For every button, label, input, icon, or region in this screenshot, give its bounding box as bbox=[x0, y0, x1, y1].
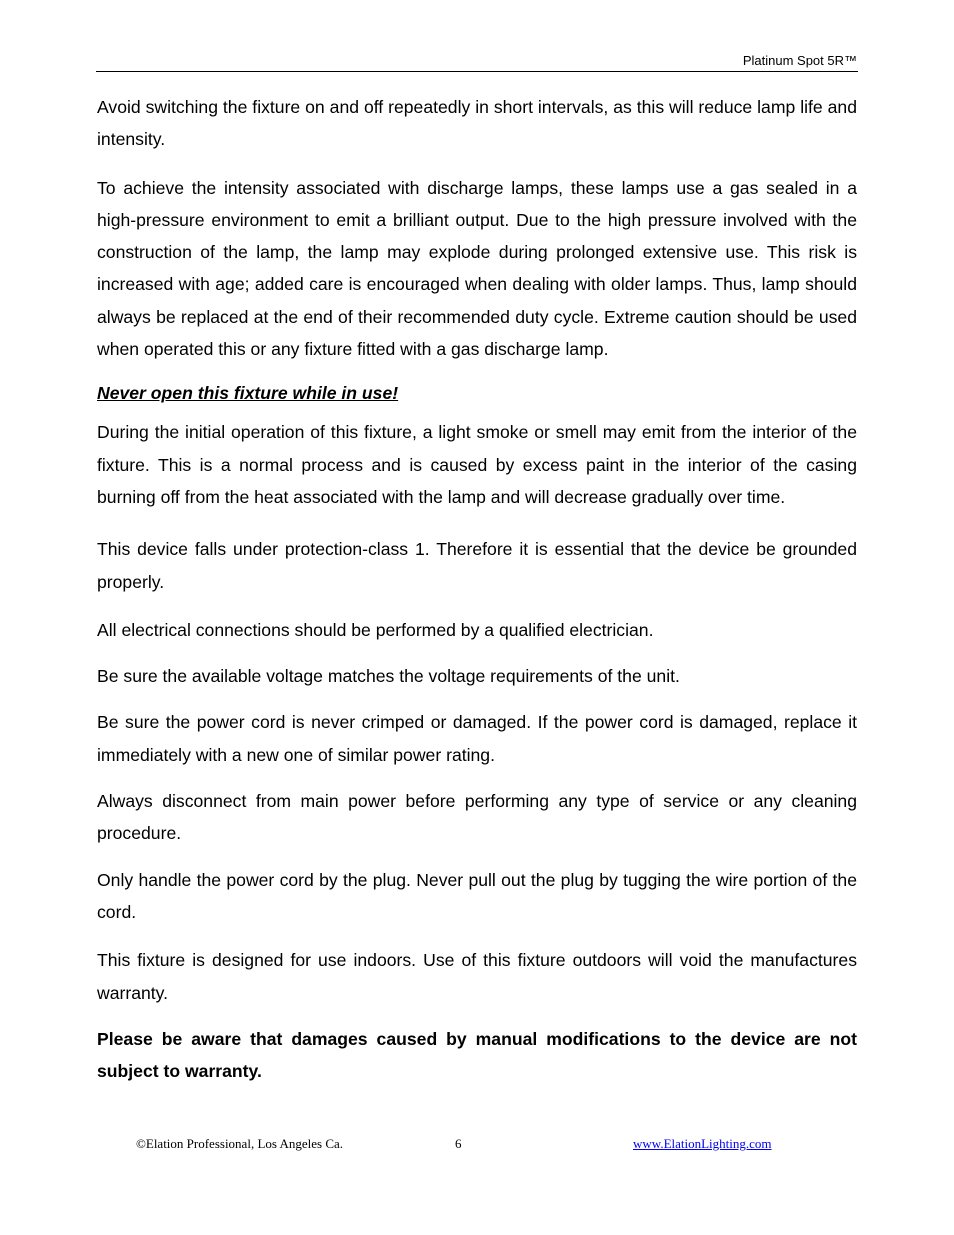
paragraph-electrician: All electrical connections should be performed by a qualified electrician. bbox=[97, 619, 654, 640]
paragraph-initial-operation: During the initial operation of this fixture, a light smoke or smell may emit from the interior of the fixture. This is a normal process and is caused by excess paint in the interior of the casing burning off from the heat associated with the lamp and will decrease gradually over time. bbox=[97, 422, 857, 507]
paragraph-power-cord: Be sure the power cord is never crimped or damaged. If the power cord is damaged, replace it immediately with a new one of similar power rating. bbox=[97, 712, 857, 765]
paragraph-warranty-notice: Please be aware that damages caused by manual modifications to the device are not subject to warranty. bbox=[97, 1028, 857, 1082]
warning-heading: Never open this fixture while in use! bbox=[97, 383, 399, 404]
paragraph-protection-class: This device falls under protection-class 1. Therefore it is essential that the device be grounded properly. bbox=[97, 539, 857, 592]
paragraph-indoor-use: This fixture is designed for use indoors. Use of this fixture outdoors will void the manufactures warranty. bbox=[97, 950, 857, 1003]
paragraph-lamp-switching: Avoid switching the fixture on and off repeatedly in short intervals, as this will reduce lamp life and intensity. bbox=[97, 97, 857, 150]
footer-copyright: ©Elation Professional, Los Angeles Ca. bbox=[136, 1136, 344, 1151]
paragraph-plug-handling: Only handle the power cord by the plug. Never pull out the plug by tugging the wire portion of the cord. bbox=[97, 869, 857, 922]
paragraph-voltage: Be sure the available voltage matches the voltage requirements of the unit. bbox=[97, 666, 680, 687]
paragraph-disconnect: Always disconnect from main power before performing any type of service or any cleaning procedure. bbox=[97, 791, 857, 844]
page-body bbox=[97, 91, 857, 1087]
header-divider bbox=[96, 71, 858, 72]
footer-website-link[interactable]: www.ElationLighting.com bbox=[633, 1136, 772, 1151]
paragraph-discharge-lamps: To achieve the intensity associated with discharge lamps, these lamps use a gas sealed in a high-pressure environment to emit a brilliant output. Due to the high pressure involved with the construction of the lamp, the lamp may explode during prolonged extensive use. This risk is increased with age; added care is encouraged when dealing with older lamps. Thus, lamp should always be replaced at the end of their recommended duty cycle. Extreme caution should be used when operated this or any fixture fitted with a gas discharge lamp. bbox=[97, 177, 857, 360]
running-header: Platinum Spot 5R™ bbox=[742, 53, 857, 68]
footer-page-number: 6 bbox=[455, 1136, 462, 1151]
